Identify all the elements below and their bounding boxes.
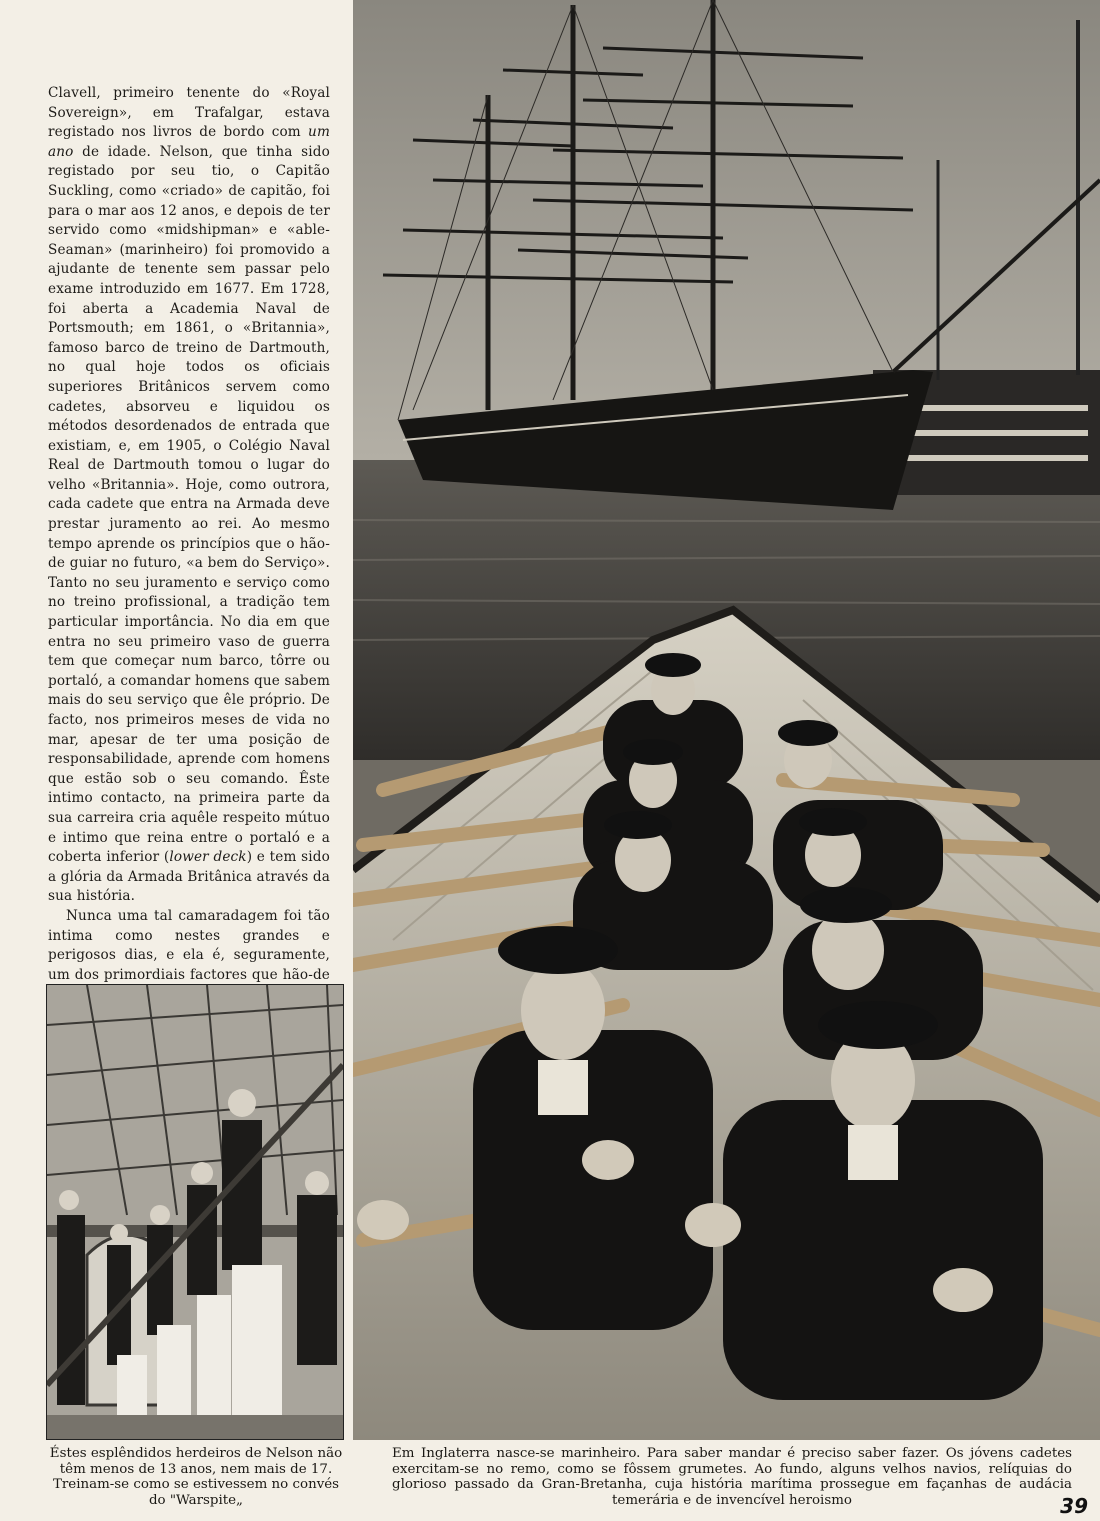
training-hall-illustration <box>47 985 343 1439</box>
article-text <box>48 84 330 1025</box>
page-number: 39 <box>1060 1494 1088 1518</box>
training-hall-photo <box>46 984 344 1440</box>
article-paragraph-2: Nunca uma tal camaradagem foi tão intima como nestes grandes e perigosos dias, e ela é, seguramente, um dos primordiais factores que hão-de <box>48 907 330 983</box>
caption-rowing-cadets: Em Inglaterra nasce-se marinheiro. Para saber mandar é preciso saber fazer. Os jóvens cadetes exercitam-se no remo, como se fôssem grumetes. Ao fundo, alguns velhos navios, relíquias do glorioso passado da Gran-Bretanha, cuja história marítima prossegue em façanhas de audácia temerária e de invencível heroismo <box>392 1446 1072 1508</box>
article-paragraph-1: Clavell, primeiro tenente do «Royal Sovereign», em Trafalgar, estava registado nos livros de bordo com um ano de idade. Nelson, que tinha sido registado por seu tio, o Capitão Suckling, como «criado» de capitão, foi para o mar aos 12 anos, e depois de ter servido como «midshipman» e «able-Seaman» (marinheiro) foi promovido a ajudante de tenente sem passar pelo exame introduzido em 1677. Em 1728, foi aberta a Academia Naval de Portsmouth; em 1861, o «Britannia», famoso barco de treino de Dartmouth, no qual hoje todos os oficiais superiores Britânicos servem como cadetes, absorveu e liquidou os métodos desordenados de entrada que existiam, e, em 1905, o Colégio Naval Real de Dartmouth tomou o lugar do velho «Britannia». Hoje, como outrora, cada cadete que entra na Armada deve prestar juramento ao rei. Ao mesmo tempo aprende os princípios que o hão-de guiar no futuro, «a bem do Serviço». Tanto no seu juramento e serviço como no treino profissional, a tradição tem particular importância. No dia em que entra no seu primeiro vaso de guerra tem que começar num barco, tôrre ou portaló, a comandar homens que sabem mais do seu serviço que êle próprio. De facto, nos primeiros meses de vida no mar, apesar de ter uma posição de responsabilidade, aprende com homens que estão sob o seu comando. Êste intimo contacto, na primeira parte da sua carreira cria aquêle respeito mútuo e intimo que reina entre o portaló e a coberta inferior (lower deck) e tem sido a glória da Armada Britânica através da sua história. <box>48 85 330 905</box>
rowing-cadets-illustration <box>353 0 1100 1440</box>
caption-training-hall: Éstes esplêndidos herdeiros de Nelson não têm menos de 13 anos, nem mais de 17. Treinam-se como se estivessem no convés do "Warspite„ <box>49 1446 343 1508</box>
rowing-cadets-photo <box>353 0 1100 1440</box>
